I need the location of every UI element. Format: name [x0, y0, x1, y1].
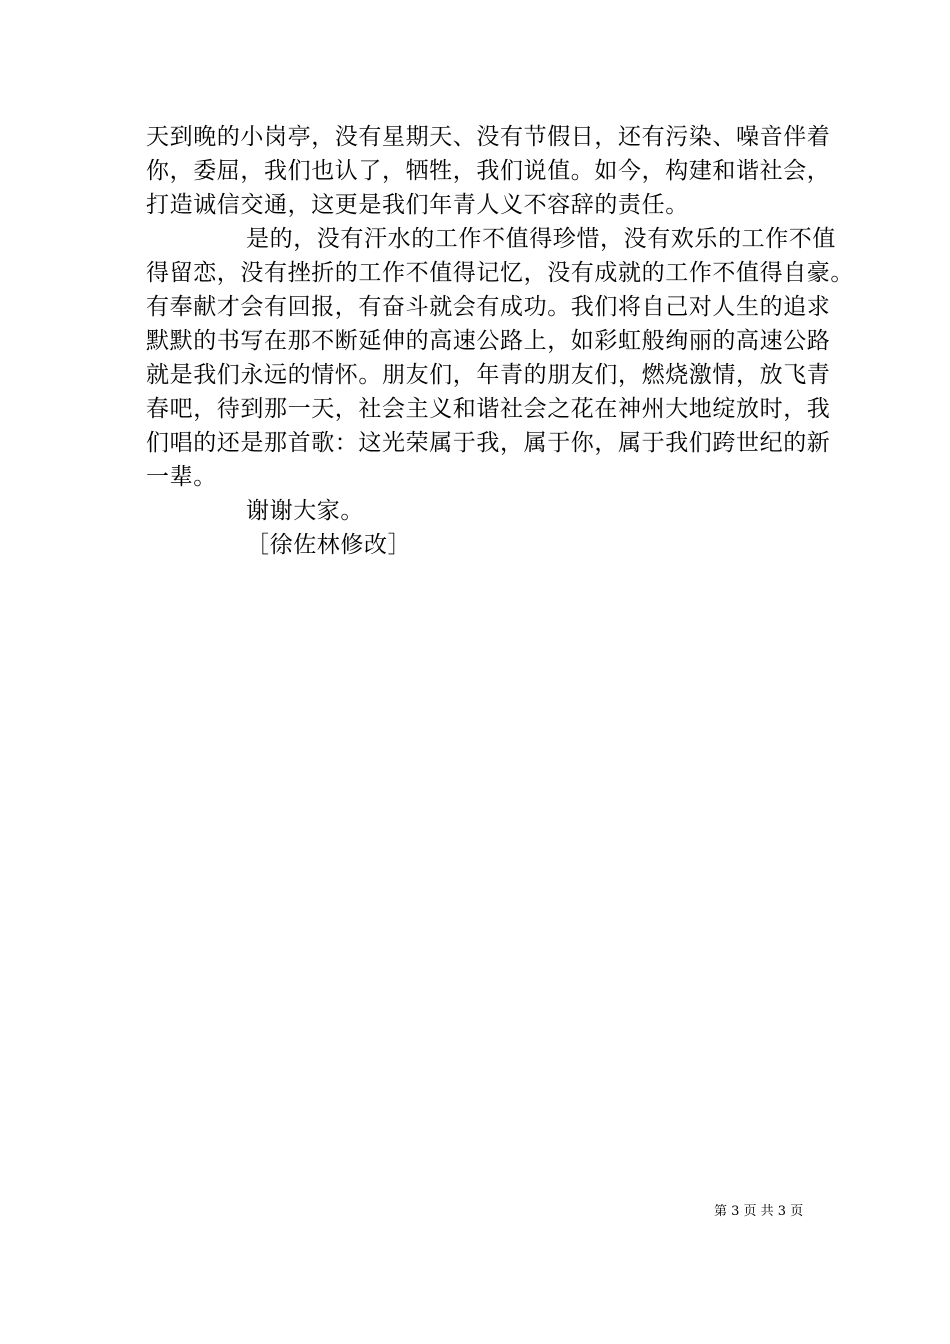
paragraph-line: 得留恋，没有挫折的工作不值得记忆，没有成就的工作不值得自豪。	[146, 260, 854, 286]
paragraph-line: 一辈。	[146, 464, 217, 490]
paragraph-2	[146, 222, 854, 494]
paragraph-line: 就是我们永远的情怀。朋友们，年青的朋友们，燃烧激情，放飞青	[146, 362, 831, 388]
paragraph-line: 你，委屈，我们也认了，牺牲，我们说值。如今，构建和谐社会，	[146, 158, 831, 184]
paragraph-1	[146, 120, 831, 222]
paragraph-line: 有奉献才会有回报，有奋斗就会有成功。我们将自己对人生的追求	[146, 294, 831, 320]
paragraph-line: 默默的书写在那不断延伸的高速公路上，如彩虹般绚丽的高速公路	[146, 328, 831, 354]
closing-remark: 谢谢大家。	[246, 498, 364, 524]
paragraph-line: 是的，没有汗水的工作不值得珍惜，没有欢乐的工作不值	[246, 226, 836, 252]
paragraph-line: 打造诚信交通，这更是我们年青人义不容辞的责任。	[146, 192, 689, 218]
document-body	[146, 120, 854, 562]
paragraph-line: 们唱的还是那首歌：这光荣属于我，属于你，属于我们跨世纪的新	[146, 430, 831, 456]
paragraph-line: 天到晚的小岗亭，没有星期天、没有节假日，还有污染、噪音伴着	[146, 124, 831, 150]
signature-note: ［徐佐林修改］	[246, 532, 412, 558]
page-number-footer: 第 3 页 共 3 页	[714, 1204, 804, 1219]
paragraph-line: 春吧，待到那一天，社会主义和谐社会之花在神州大地绽放时，我	[146, 396, 831, 422]
